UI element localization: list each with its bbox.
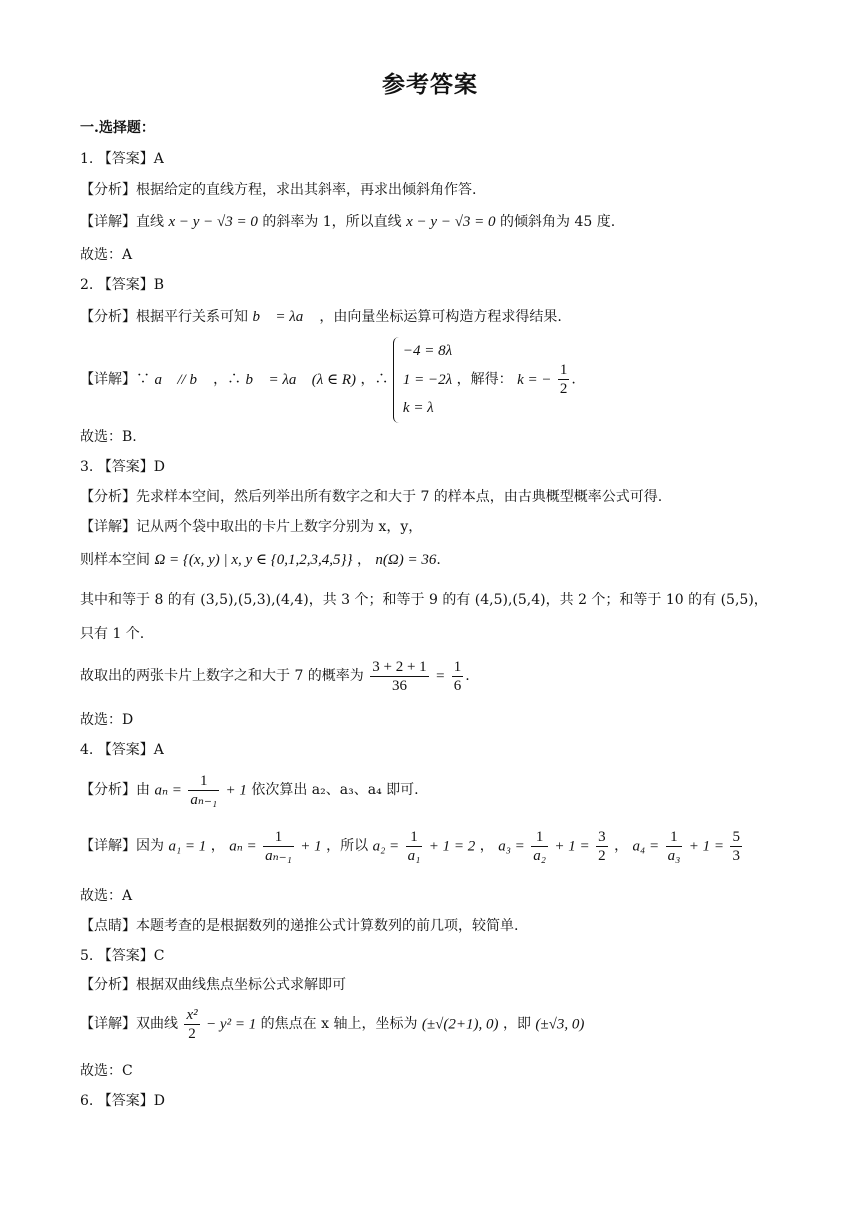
q4-a2-numerator: 1: [406, 828, 423, 847]
q2-system-row-3: k = λ: [402, 400, 434, 416]
q2-equation-system: [393, 337, 452, 423]
q5-hyperbola-denominator: 2: [188, 1026, 196, 1042]
q4-analysis: [80, 772, 419, 809]
q3-sample-sep: ，: [356, 552, 371, 568]
q5-hyperbola-fraction: [184, 1006, 199, 1043]
q3-detail-2: 则样本空间 Ω = {(x, y) | x, y ∈ {0,1,2,3,4,5}} ， n(Ω) = 36.: [80, 552, 441, 568]
q5-hyperbola-tail: − y² = 1: [206, 1016, 257, 1033]
q4-a4-denominator: a₃: [667, 848, 681, 864]
q4-a2-denominator: a₁: [407, 848, 421, 864]
q5-detail-mid: 的焦点在 x 轴上，坐标为: [260, 1016, 418, 1033]
q3-detail-3: 其中和等于 8 的有 (3,5),(5,3),(4,4)，共 3 个；和等于 9 的有 (4,5),(5,4)，共 2 个；和等于 10 的有 (5,5)，: [80, 592, 768, 608]
q5-answer: 5. 【答案】C: [80, 948, 165, 964]
q1-line-equation: x − y − √3 = 0: [168, 214, 258, 230]
q4-a3-result-numerator: 3: [598, 829, 606, 845]
q3-prob-label: 故取出的两张卡片上数字之和大于 7 的概率为: [80, 668, 364, 685]
q3-prob-fraction: [370, 658, 428, 695]
q2-analysis: [80, 308, 562, 326]
q4-a3-tail: + 1 =: [554, 838, 590, 855]
q4-recurrence-tail-2: + 1: [300, 838, 322, 855]
q2-analysis-end: ，由向量坐标运算可构造方程求得结果.: [319, 309, 562, 325]
q2-system-row-2: 1 = −2λ: [402, 371, 453, 388]
q4-comment: 【点睛】本题考查的是根据数列的递推公式计算数列的前几项，较简单.: [80, 918, 519, 934]
q4-detail: 【详解】因为 a₁ = 1 ， aₙ = $\frac{1}{\text{aₙ₋₁}}$ + 1 ，所以 a₂ = $\frac{1}{\text{a₁}}$ + 1 = 2 ， a₃ = $\frac{1}{\text{a₂}}$ + 1 = $\frac{3}{2}$ ， a₄ = $\frac{1}{\text{a₃}}$ + 1 = $\frac{5}{3}$: [80, 829, 740, 864]
q4-a4-numerator: 1: [666, 828, 683, 847]
q4-recurrence-fraction: [188, 772, 219, 809]
q5-detail: [80, 1006, 584, 1043]
q5-hyperbola-numerator: x²: [186, 1007, 198, 1023]
q2-therefore-1: ，∴: [213, 371, 242, 388]
q1-analysis: 【分析】根据给定的直线方程，求出其斜率，再求出倾斜角作答.: [80, 182, 477, 198]
q4-a4-result: [730, 828, 742, 865]
q4-recurrence-lhs-2: aₙ =: [229, 838, 257, 855]
q2-choice: 故选：B.: [80, 429, 137, 445]
q4-a3-denominator: a₂: [533, 848, 546, 864]
q4-a3-numerator: 1: [531, 828, 548, 847]
q1-detail-end: 的倾斜角为 45 度.: [500, 214, 616, 230]
q4-recurrence-lhs: aₙ =: [154, 782, 182, 799]
q4-so-label: ，所以: [326, 838, 369, 855]
q4-a2-lhs: a₂ =: [372, 838, 400, 855]
q3-prob-equals: =: [435, 668, 446, 685]
q1-choice: 故选：A: [80, 247, 133, 263]
q5-focus-1: (±√(2+1), 0): [421, 1016, 499, 1033]
q4-a4-result-denominator: 3: [732, 848, 740, 864]
q2-system-row-1: −4 = 8λ: [402, 343, 453, 359]
q4-a3-fraction: [531, 828, 548, 865]
left-brace-icon: [393, 337, 402, 423]
q4-a3-lhs: a₃ =: [498, 838, 525, 855]
q4-a4-fraction: [666, 828, 683, 865]
q2-detail: 【详解】∵ a⃗ // b⃗ ，∴ b⃗ = λa⃗ (λ ∈ R) ，∴ −4 = 8λ 1 = −2λ k = λ ，解得： k = − $\frac{1}{2}$ .: [80, 337, 576, 423]
q1-detail-mid: 的斜率为 1，所以直线: [262, 214, 402, 230]
q5-detail-label: 【详解】双曲线: [80, 1016, 178, 1033]
q1-answer: 1. 【答案】A: [80, 151, 164, 167]
q3-answer: 3. 【答案】D: [80, 459, 166, 475]
q4-recurrence-denominator: aₙ₋₁: [190, 792, 218, 808]
q4-recurrence-fraction-2: [263, 828, 294, 865]
q3-detail-4: 只有 1 个.: [80, 626, 145, 642]
q4-a2-tail: + 1 = 2: [428, 838, 476, 855]
q4-recurrence-denominator-2: aₙ₋₁: [265, 848, 292, 864]
page-title: 参考答案: [382, 71, 478, 98]
q2-result-fraction: [558, 361, 570, 398]
q4-answer: 4. 【答案】A: [80, 742, 164, 758]
q6-answer: 6. 【答案】D: [80, 1093, 166, 1109]
q4-recurrence-tail: + 1: [225, 782, 247, 799]
q3-analysis: 【分析】先求样本空间，然后列举出所有数字之和大于 7 的样本点，由古典概型概率公式可得.: [80, 489, 663, 505]
q2-answer: 2. 【答案】B: [80, 277, 165, 293]
q1-line-equation-repeat: x − y − √3 = 0: [406, 214, 496, 230]
q2-result-denominator: 2: [559, 381, 568, 398]
q2-analysis-label: 【分析】根据平行关系可知: [80, 309, 248, 325]
q3-prob-result-denominator: 6: [453, 678, 462, 694]
q2-analysis-equation: b⃗ = λa⃗: [252, 309, 315, 325]
q4-a4-lhs: a₄ =: [632, 838, 660, 855]
q2-detail-label: 【详解】∵: [80, 371, 150, 388]
q4-recurrence-numerator-2: 1: [263, 828, 294, 847]
q4-a1: a₁ = 1: [168, 838, 207, 855]
q1-detail: [80, 213, 615, 231]
q4-detail-label: 【详解】因为: [80, 838, 164, 855]
q4-choice: 故选：A: [80, 888, 133, 904]
q5-focus-2: (±√3, 0): [535, 1016, 585, 1033]
q3-choice: 故选：D: [80, 712, 134, 728]
q1-detail-label: 【详解】直线: [80, 214, 164, 230]
q2-solve-label: ，解得：: [456, 371, 513, 388]
q3-prob-numerator: 3 + 2 + 1: [372, 659, 427, 675]
q5-analysis: 【分析】根据双曲线焦点坐标公式求解即可: [80, 977, 346, 993]
q3-prob-result-numerator: 1: [453, 659, 462, 675]
section-heading: 一.选择题：: [80, 120, 155, 136]
q3-sample-count: n(Ω) = 36: [375, 552, 437, 568]
q4-analysis-end: 依次算出 a₂、a₃、a₄ 即可.: [251, 782, 419, 799]
q4-analysis-label: 【分析】由: [80, 782, 150, 799]
q2-relation: b⃗ = λa⃗ (λ ∈ R): [245, 371, 356, 388]
q3-detail-1: 【详解】记从两个袋中取出的卡片上数字分别为 x，y，: [80, 519, 423, 535]
q3-prob-result: [452, 658, 464, 695]
q3-sample-label: 则样本空间: [80, 552, 150, 568]
q4-a2-fraction: [406, 828, 423, 865]
q4-a3-result: [596, 828, 608, 865]
q2-therefore-2: ，∴: [360, 371, 389, 388]
q4-a3-result-denominator: 2: [598, 848, 606, 864]
q3-detail-5: 故取出的两张卡片上数字之和大于 7 的概率为 $\frac{3 + 2 + 1}{36}$ = $\frac{1}{6}$ .: [80, 659, 470, 694]
q2-parallel: a⃗ // b⃗: [154, 371, 209, 388]
q3-prob-denominator: 36: [391, 678, 407, 694]
q3-sample-space: Ω = {(x, y) | x, y ∈ {0,1,2,3,4,5}}: [154, 552, 353, 568]
q4-a4-result-numerator: 5: [732, 829, 740, 845]
q4-a4-tail: + 1 =: [688, 838, 724, 855]
q4-recurrence-numerator: 1: [188, 772, 219, 791]
q2-result-numerator: 1: [559, 362, 568, 379]
q5-choice: 故选：C: [80, 1063, 133, 1079]
q2-result-lhs: k = −: [517, 371, 552, 388]
q5-detail-that-is: ，即: [502, 1016, 531, 1033]
